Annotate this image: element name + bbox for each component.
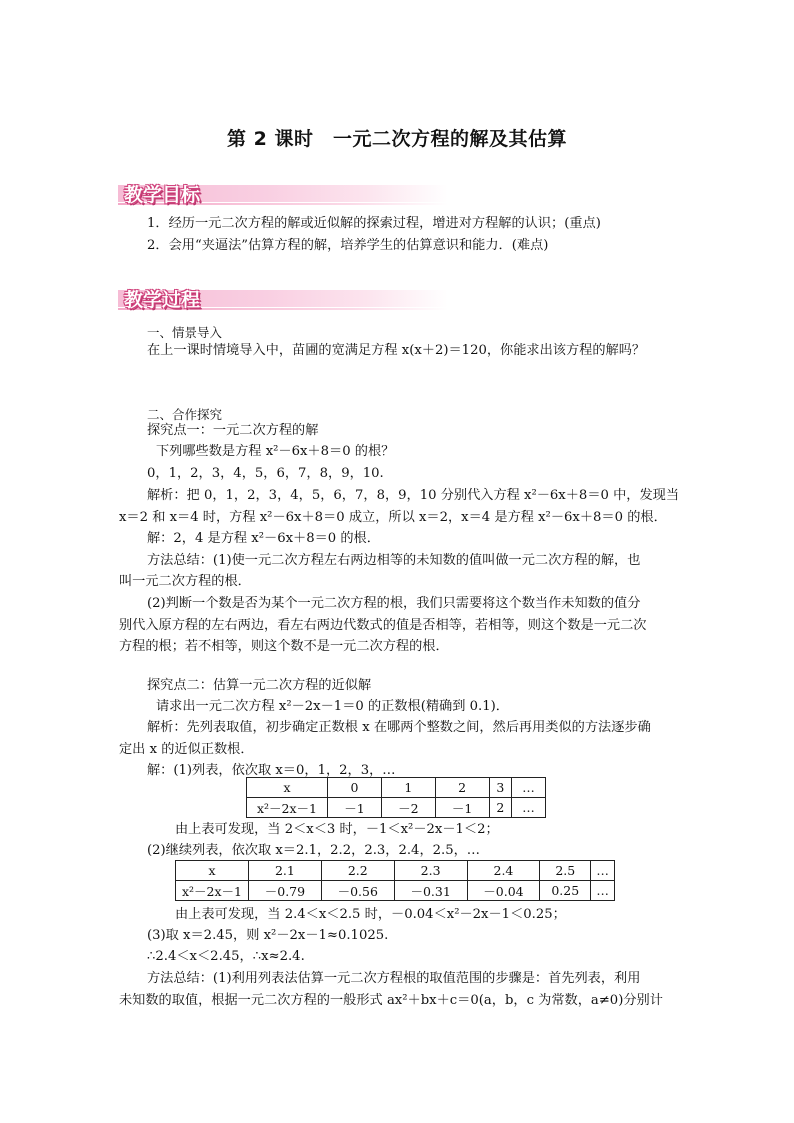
point2-finding1: 由上表可发现，当 2＜x＜3 时，－1＜x²－2x－1＜2； — [175, 822, 499, 837]
table-cell: 2 — [435, 778, 489, 798]
point1-summary-line3: (2)判断一个数是否为某个一元二次方程的根，我们只需要将这个数当作未知数的值分 — [147, 596, 641, 611]
table-row — [176, 881, 615, 901]
point1-title: 探究点一：一元二次方程的解 — [147, 423, 319, 438]
point1-answer: 解：2，4 是方程 x²－6x＋8＝0 的根． — [147, 531, 380, 546]
point2-conclusion: ∴2.4＜x＜2.45，∴x≈2.4. — [147, 949, 305, 964]
value-table-1 — [246, 777, 546, 818]
table-cell: 2.3 — [394, 861, 467, 881]
table-cell: 1 — [381, 778, 435, 798]
table-cell: 2 — [489, 798, 511, 818]
point1-question: 下列哪些数是方程 x²－6x＋8＝0 的根？ — [156, 444, 395, 459]
point1-summary-line2: 叫一元二次方程的根． — [119, 574, 251, 589]
point2-step1: 解：(1)列表，依次取 x＝0，1，2，3，… — [147, 763, 396, 778]
table-cell: －0.79 — [249, 881, 322, 901]
table-cell: 3 — [489, 778, 511, 798]
point1-numbers: 0，1，2，3，4，5，6，7，8，9，10. — [147, 466, 384, 481]
intro-heading: 一、情景导入 — [147, 325, 223, 340]
page-title: 第 2 课时 一元二次方程的解及其估算 — [227, 128, 567, 150]
table-cell: … — [591, 861, 615, 881]
objectives-banner — [118, 181, 448, 205]
table-cell: x²－2x－1 — [247, 798, 328, 818]
table-cell: 2.4 — [467, 861, 540, 881]
point1-summary-line5: 方程的根；若不相等，则这个数不是一元二次方程的根． — [119, 639, 449, 654]
table-cell: 2.2 — [321, 861, 394, 881]
point1-summary-line1: 方法总结：(1)使一元二次方程左右两边相等的未知数的值叫做一元二次方程的解，也 — [147, 553, 641, 568]
point2-step3: (3)取 x＝2.45，则 x²－2x－1≈0.1025. — [147, 928, 389, 943]
table-cell: … — [512, 798, 546, 818]
table-cell: －0.04 — [467, 881, 540, 901]
table-cell: 0 — [328, 778, 382, 798]
point1-summary-line4: 别代入原方程的左右两边，看左右两边代数式的值是否相等，若相等，则这个数是一元二次 — [119, 618, 647, 633]
table-cell: x²－2x－1 — [176, 881, 249, 901]
table-row — [176, 861, 615, 881]
objective-item-1: 1．经历一元二次方程的解或近似解的探索过程，增进对方程解的认识；(重点) — [147, 216, 601, 231]
point1-analysis-line2: x＝2 和 x＝4 时，方程 x²－6x＋8＝0 成立，所以 x＝2，x＝4 是方程 x²－6x＋8＝0 的根． — [119, 510, 667, 525]
table-cell: x — [176, 861, 249, 881]
point1-analysis-line1: 解析：把 0，1，2，3，4，5，6，7，8，9，10 分别代入方程 x²－6x＋8＝0 中，发现当 — [147, 488, 680, 503]
point2-title: 探究点二：估算一元二次方程的近似解 — [147, 678, 372, 693]
table-cell: －0.31 — [394, 881, 467, 901]
table-row — [247, 778, 546, 798]
explore-heading: 二、合作探究 — [147, 407, 223, 422]
point2-summary-line2: 未知数的取值，根据一元二次方程的一般形式 ax²＋bx＋c＝0(a，b，c 为常数，a≠0)分别计 — [119, 993, 663, 1008]
table-cell: －0.56 — [321, 881, 394, 901]
point2-question: 请求出一元二次方程 x²－2x－1＝0 的正数根(精确到 0.1)． — [156, 699, 509, 714]
value-table-2 — [175, 860, 615, 901]
table-cell: … — [591, 881, 615, 901]
objectives-header: 教学目标 — [124, 184, 201, 206]
point2-summary-line1: 方法总结：(1)利用列表法估算一元二次方程根的取值范围的步骤是：首先列表，利用 — [147, 971, 641, 986]
point2-analysis-line2: 定出 x 的近似正数根． — [119, 742, 254, 757]
table-cell: －2 — [381, 798, 435, 818]
table-cell: x — [247, 778, 328, 798]
table-cell: 2.5 — [540, 861, 591, 881]
process-header: 教学过程 — [124, 289, 201, 311]
objective-item-2: 2．会用“夹逼法”估算方程的解，培养学生的估算意识和能力．(难点) — [147, 238, 549, 253]
table-cell: 0.25 — [540, 881, 591, 901]
table-cell: 2.1 — [249, 861, 322, 881]
intro-text: 在上一课时情境导入中，苗圃的宽满足方程 x(x＋2)＝120，你能求出该方程的解吗？ — [147, 343, 646, 358]
table-cell: … — [512, 778, 546, 798]
process-banner — [118, 286, 448, 310]
table-cell: －1 — [328, 798, 382, 818]
point2-step2: (2)继续列表，依次取 x＝2.1，2.2，2.3，2.4，2.5，… — [147, 843, 480, 858]
table-cell: －1 — [435, 798, 489, 818]
point2-analysis-line1: 解析：先列表取值，初步确定正数根 x 在哪两个整数之间，然后再用类似的方法逐步确 — [147, 720, 651, 735]
point2-finding2: 由上表可发现，当 2.4＜x＜2.5 时，－0.04＜x²－2x－1＜0.25； — [175, 907, 566, 922]
table-row — [247, 798, 546, 818]
